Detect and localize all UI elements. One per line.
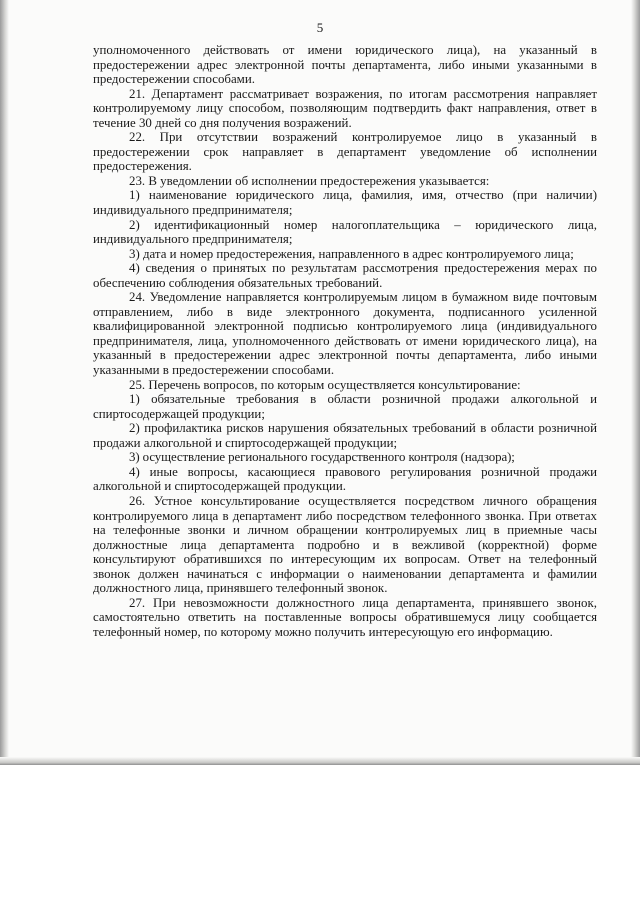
- scan-shadow-bottom: [0, 757, 640, 765]
- paragraph-27: 27. При невозможности должностного лица департамента, принявшего звонок, самостоятельно ответить на поставленные вопросы обратившемуся лицу сообщается телефонный номер, по которому можно получить интересующую его информацию.: [93, 595, 597, 639]
- paragraph-25-item-2: 2) профилактика рисков нарушения обязательных требований в области розничной продажи алкогольной и спиртосодержащей продукции;: [93, 421, 597, 450]
- paragraph-25-item-4: 4) иные вопросы, касающиеся правового регулирования розничной продажи алкогольной и спиртосодержащей продукции.: [93, 464, 597, 494]
- scan-shadow-right: [631, 0, 640, 765]
- paragraph-24: 24. Уведомление направляется контролируемым лицом в бумажном виде почтовым отправлением, либо в виде электронного документа, подписанного усиленной квалифицированной электронной подписью контролируемого лица (индивидуального предпринимателя, лица, уполномоченного действовать от имени юридического лица), на указанный в предостережении адрес электронной почты департамента, либо иными указанными в предостережении способами.: [93, 290, 597, 378]
- paragraph-25: 25. Перечень вопросов, по которым осуществляется консультирование:: [129, 377, 521, 392]
- paragraph-21: 21. Департамент рассматривает возражения, по итогам рассмотрения направляет контролируемому лицу способом, позволяющим подтвердить факт направления, ответ в течение 30 дней со дня получения возражений.: [93, 86, 597, 130]
- paragraph-20-continuation: уполномоченного действовать от имени юридического лица), на указанный в предостережении адрес электронной почты департамента, либо иными указанными в предостережении способами.: [93, 43, 597, 87]
- paragraph-23: 23. В уведомлении об исполнении предостережения указывается:: [129, 173, 490, 188]
- paragraph-22: 22. При отсутствии возражений контролируемое лицо в указанный в предостережении срок направляет в департамент уведомление об исполнении предостережения.: [93, 130, 597, 174]
- paragraph-25-item-1: 1) обязательные требования в области розничной продажи алкогольной и спиртосодержащей продукции;: [93, 392, 597, 421]
- paragraph-26: 26. Устное консультирование осуществляется посредством личного обращения контролируемого лица в департамент либо посредством телефонного звонка. При ответах на телефонные звонки и личном обращении контролируемых лиц в приемные часы должностные лица департамента подробно и в вежливой (корректной) форме консультируют обратившихся по интересующим их вопросам. Ответ на телефонный звонок должен начинаться с информации о наименовании департамента и фамилии должностного лица, принявшего телефонный звонок.: [93, 493, 597, 596]
- paragraph-23-item-2: 2) идентификационный номер налогоплательщика – юридического лица, индивидуального предпринимателя;: [93, 217, 597, 247]
- scan-shadow-left: [0, 0, 9, 765]
- document-body: [93, 43, 597, 639]
- paragraph-23-item-1: 1) наименование юридического лица, фамилия, имя, отчество (при наличии) индивидуального предпринимателя;: [93, 188, 597, 218]
- paragraph-25-item-3: 3) осуществление регионального государственного контроля (надзора);: [129, 450, 515, 465]
- page-number: 5: [316, 20, 324, 35]
- paragraph-23-item-3: 3) дата и номер предостережения, направленного в адрес контролируемого лица;: [129, 246, 574, 261]
- paragraph-23-item-4: 4) сведения о принятых по результатам рассмотрения предостережения мерах по обеспечению соблюдения обязательных требований.: [93, 261, 597, 290]
